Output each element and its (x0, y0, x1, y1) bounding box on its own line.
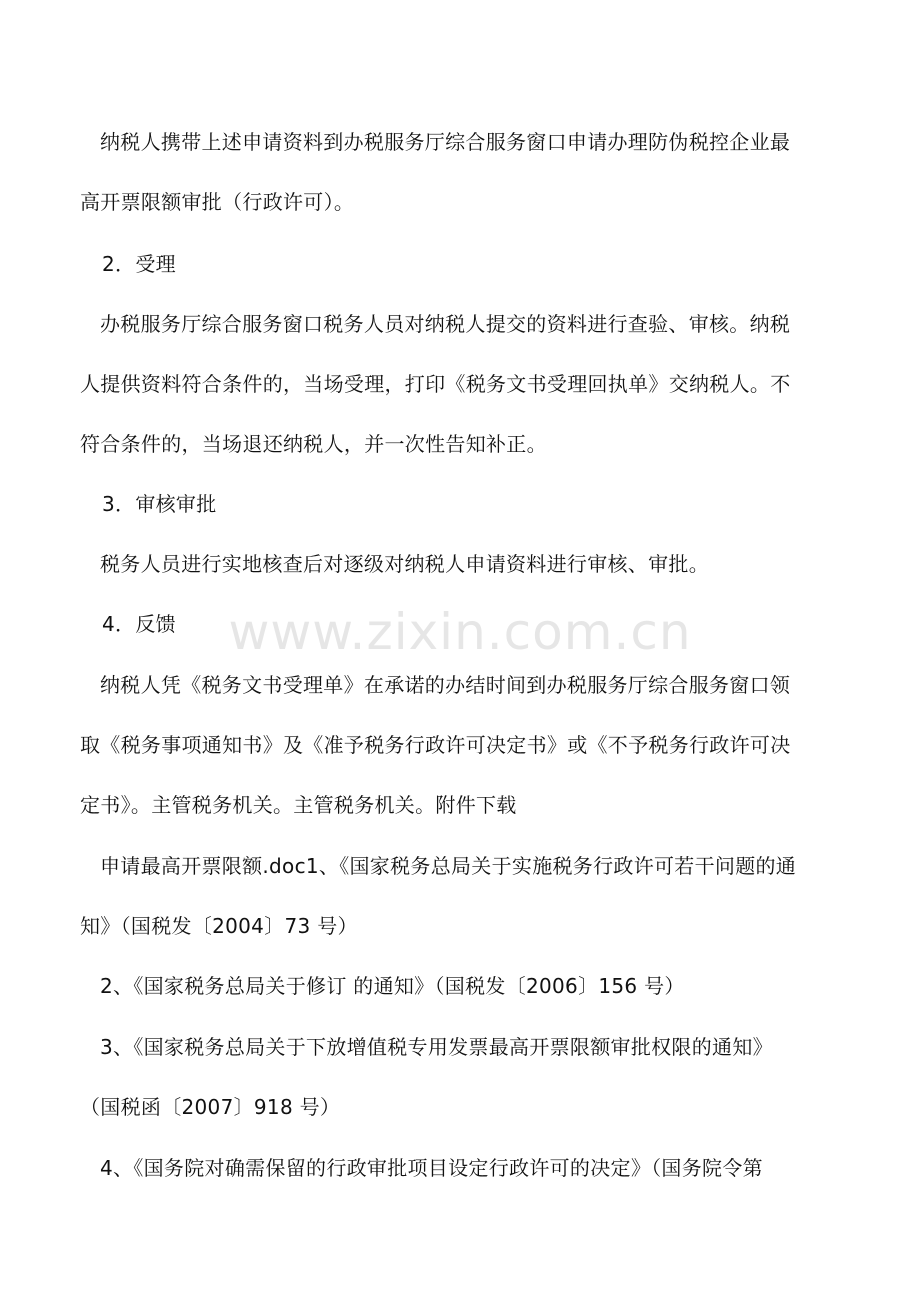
paragraph-line-6: 符合条件的，当场退还纳税人，并一次性告知补正。 (80, 432, 547, 456)
paragraph-line-14: 知》（国税发〔2004〕73 号） (80, 914, 358, 938)
paragraph-line-17: （国税函〔2007〕918 号） (80, 1095, 341, 1119)
paragraph-line-8: 税务人员进行实地核查后对逐级对纳税人申请资料进行审核、审批。 (100, 552, 709, 576)
paragraph-line-16: 3、《国家税务总局关于下放增值税专用发票最高开票限额审批权限的通知》 (100, 1035, 773, 1059)
paragraph-line-4: 办税服务厅综合服务窗口税务人员对纳税人提交的资料进行查验、审核。纳税 (100, 312, 791, 336)
section-heading-feedback: 4．反馈 (102, 612, 176, 636)
section-heading-acceptance: 2．受理 (102, 252, 176, 276)
paragraph-line-18: 4、《国务院对确需保留的行政审批项目设定行政许可的决定》（国务院令第 (100, 1156, 763, 1180)
paragraph-line-1: 纳税人携带上述申请资料到办税服务厅综合服务窗口申请办理防伪税控企业最 (100, 130, 791, 154)
paragraph-line-15: 2、《国家税务总局关于修订 的通知》（国税发〔2006〕156 号） (100, 974, 685, 998)
paragraph-line-5: 人提供资料符合条件的，当场受理，打印《税务文书受理回执单》交纳税人。不 (80, 372, 791, 396)
section-heading-review: 3．审核审批 (102, 492, 217, 516)
paragraph-line-12: 定书》。主管税务机关。主管税务机关。附件下载 (80, 793, 517, 817)
paragraph-line-11: 取《税务事项通知书》及《准予税务行政许可决定书》或《不予税务行政许可决 (80, 733, 791, 757)
paragraph-line-2: 高开票限额审批（行政许可）。 (80, 190, 355, 214)
paragraph-line-10: 纳税人凭《税务文书受理单》在承诺的办结时间到办税服务厅综合服务窗口领 (100, 673, 791, 697)
watermark-text: www.zixin.com.cn (228, 603, 692, 661)
paragraph-line-13: 申请最高开票限额.doc1、《国家税务总局关于实施税务行政许可若干问题的通 (100, 854, 797, 878)
